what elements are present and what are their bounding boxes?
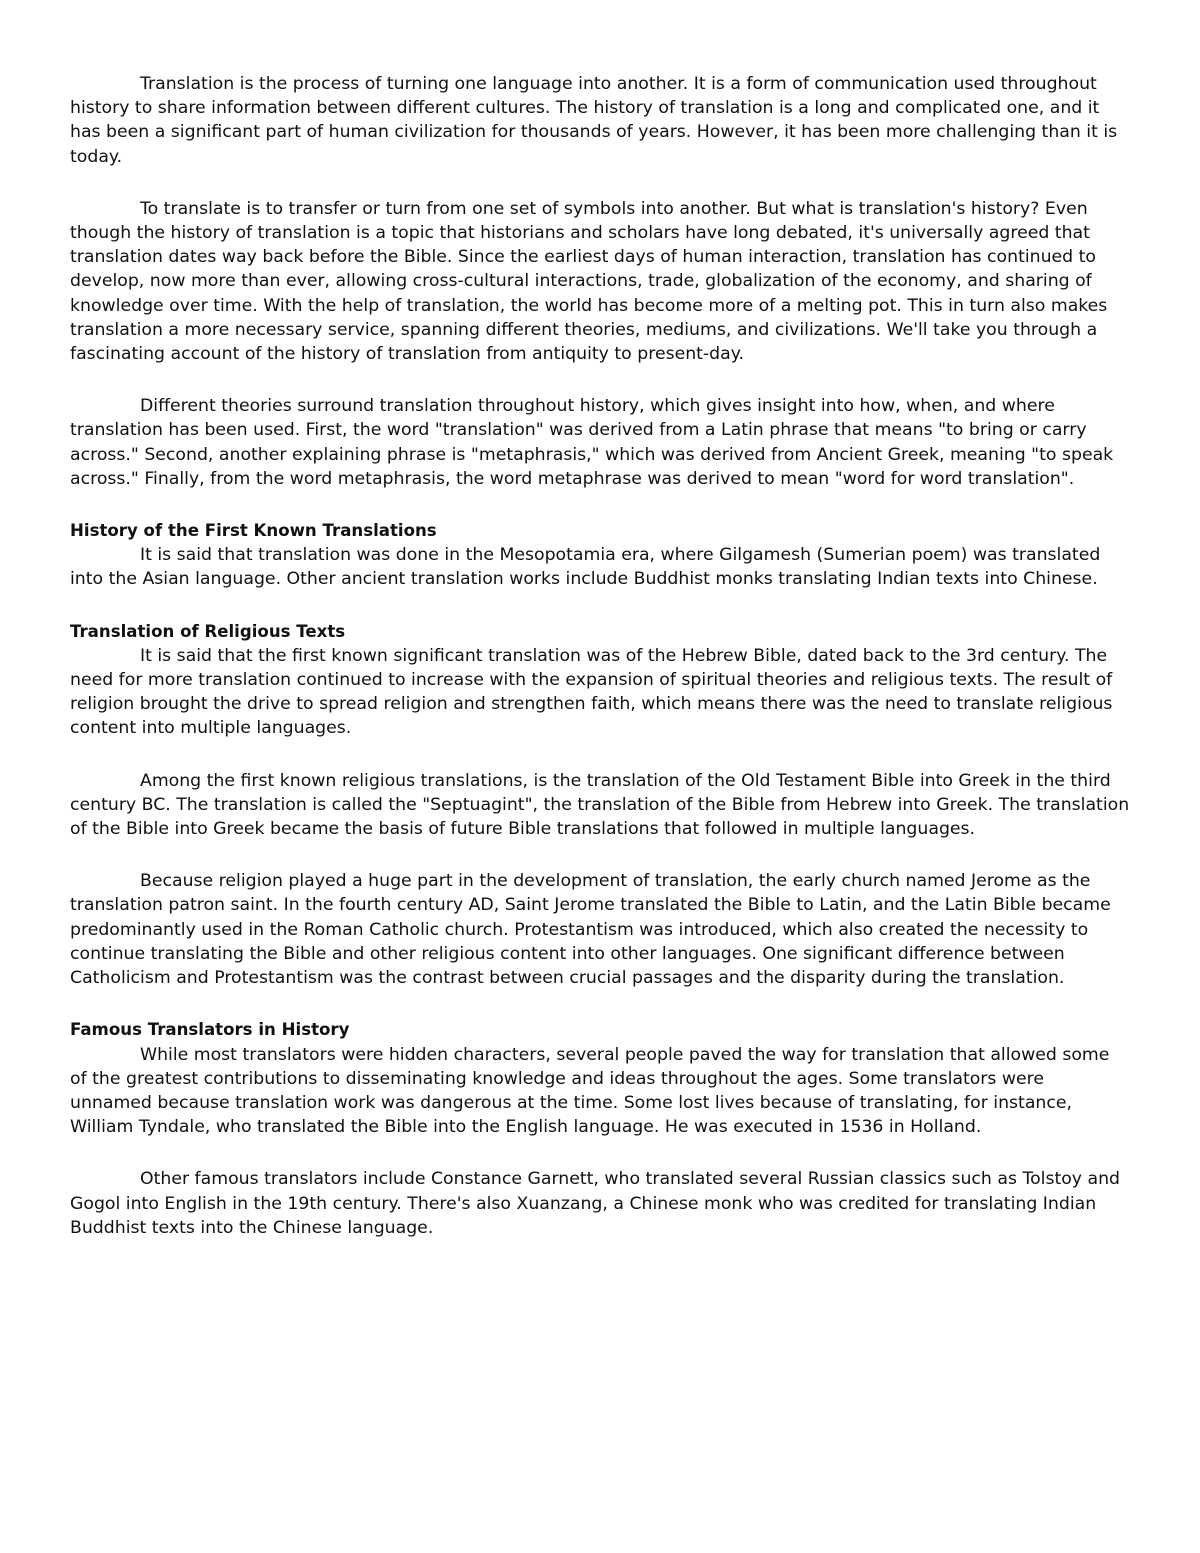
- section-famous-translators: [70, 1018, 1130, 1240]
- section-heading: Famous Translators in History: [70, 1020, 350, 1040]
- section-paragraph: Because religion played a huge part in the development of translation, the early church named Jerome as the translation patron saint. In the fourth century AD, Saint Jerome translated the Bible to Latin, and the Latin Bible became predominantly used in the Roman Catholic church. Protestantism was introduced, which also created the necessity to continue translating the Bible and other religious content into other languages. One significant difference between Catholicism and Protestantism was the contrast between crucial passages and the disparity during the translation.: [70, 871, 1111, 989]
- section-paragraph: It is said that translation was done in the Mesopotamia era, where Gilgamesh (Sumerian poem) was translated into the Asian language. Other ancient translation works include Buddhist monks translating Indian texts into Chinese.: [70, 545, 1101, 590]
- intro-paragraph-1: Translation is the process of turning one language into another. It is a form of communication used throughout history to share information between different cultures. The history of translation is a long and complicated one, and it has been a significant part of human civilization for thousands of years. However, it has been more challenging than it is today.: [70, 74, 1118, 167]
- section-paragraph: Other famous translators include Constance Garnett, who translated several Russian classics such as Tolstoy and Gogol into English in the 19th century. There's also Xuanzang, a Chinese monk who was credited for translating Indian Buddhist texts into the Chinese language.: [70, 1169, 1121, 1238]
- section-religious-texts: [70, 620, 1130, 991]
- section-first-known-translations: [70, 519, 1130, 592]
- section-paragraph: It is said that the first known significant translation was of the Hebrew Bible, dated back to the 3rd century. The need for more translation continued to increase with the expansion of spiritual theories and religious texts. The result of religion brought the drive to spread religion and strengthen faith, which means there was the need to translate religious content into multiple languages.: [70, 645, 1113, 739]
- section-paragraph: While most translators were hidden characters, several people paved the way for translation that allowed some of the greatest contributions to disseminating knowledge and ideas throughout the ages. Some translators were unnamed because translation work was dangerous at the time. Some lost lives because of translating, for instance, William Tyndale, who translated the Bible into the English language. He was executed in 1536 in Holland.: [70, 1044, 1110, 1138]
- intro-paragraph-2: To translate is to transfer or turn from one set of symbols into another. But what is translation's history? Even though the history of translation is a topic that historians and scholars have long debated, it's universally agreed that translation dates way back before the Bible. Since the earliest days of human interaction, translation has continued to develop, now more than ever, allowing cross-cultural interactions, trade, globalization of the economy, and sharing of knowledge over time. With the help of translation, the world has become more of a melting pot. This in turn also makes translation a more necessary service, spanning different theories, mediums, and civilizations. We'll take you through a fascinating account of the history of translation from antiquity to present-day.: [70, 198, 1108, 365]
- section-heading: Translation of Religious Texts: [70, 621, 346, 641]
- section-heading: History of the First Known Translations: [70, 521, 437, 541]
- section-paragraph: Among the first known religious translations, is the translation of the Old Testament Bible into Greek in the third century BC. The translation is called the "Septuagint", the translation of the Bible from Hebrew into Greek. The translation of the Bible into Greek became the basis of future Bible translations that followed in multiple languages.: [70, 770, 1130, 840]
- document-page: [70, 72, 1130, 1268]
- intro-paragraph-3: Different theories surround translation throughout history, which gives insight into how, when, and where translation has been used. First, the word "translation" was derived from a Latin phrase that means "to bring or carry across." Second, another explaining phrase is "metaphrasis," which was derived from Ancient Greek, meaning "to speak across." Finally, from the word metaphrasis, the word metaphrase was derived to mean "word for word translation".: [70, 396, 1114, 489]
